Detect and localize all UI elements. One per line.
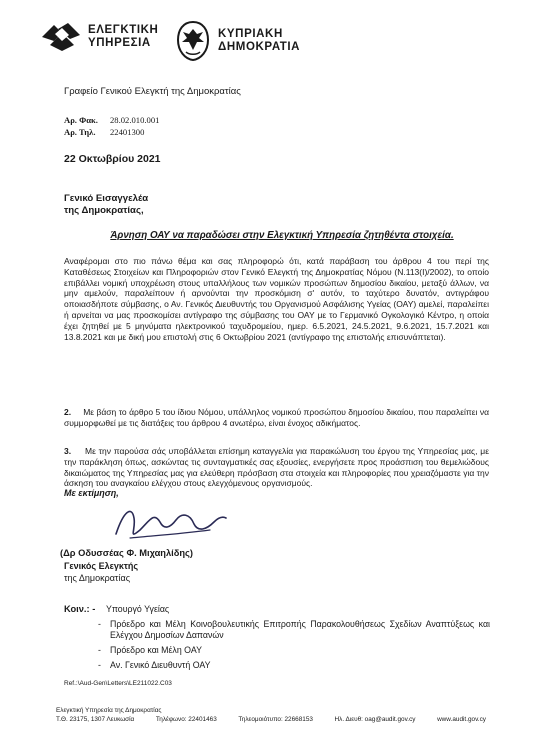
paragraph-1 [64, 256, 489, 342]
cc-item-text: Πρόεδρο και Μέλη Κοινοβουλευτικής Επιτροπής Παρακολουθήσεως Σχεδίων Αναπτύξεως και Ελέγχου Δημοσίων Δαπανών [110, 619, 490, 640]
footer-phone: Τηλέφωνο: 22401463 [155, 716, 217, 723]
cc-item-text: Αν. Γενικό Διευθυντή ΟΑΥ [110, 660, 211, 670]
phone-ref-label: Αρ. Τηλ. [64, 127, 96, 137]
audit-office-letterhead [40, 22, 158, 52]
cc-item-bullet: - [98, 619, 101, 629]
paragraph-1-text: Αναφέρομαι στο πιο πάνω θέμα και σας πληροφορώ ότι, κατά παράβαση του άρθρου 4 του περί της Καταθέσεως Στοιχείων και Πληροφοριών στον Γενικό Ελεγκτή της Δημοκρατίας Νόμου (Ν.113(Ι)/2002), το οποίο επιβάλλει νομική υποχρέωση στους υπαλλήλους των νομικών προσώπων δημοσίου δικαίου, μεταξύ άλλων, να μην αμελούν, παραλείπουν ή αρνούνται την προσκόμιση σ' αυτόν, το ταχύτερο δυνατόν, αντιγράφου οποιασδήποτε σύμβασης, ο Αν. Γενικός Διευθυντής του Οργανισμού Ασφάλισης Υγείας (ΟΑΥ) αμελεί, παραλείπει ή αρνείται να μας προσκομίσει αντίγραφο της σύμβασης του ΟΑΥ με το Γερμανικό Ογκολογικό Κέντρο, η οποία έχει ζητηθεί με 5 μηνύματα ηλεκτρονικού ταχυδρομείου, ημερ. 6.5.2021, 24.5.2021, 9.6.2021, 15.7.2021 και 13.8.2021 και με δική μου επιστολή στις 6 Οκτωβρίου 2021 (αντίγραφο της επιστολής επισυνάπτεται). [64, 256, 489, 342]
cc-list [98, 604, 490, 675]
audit-office-logo-icon [40, 22, 82, 52]
cc-label: Κοιν.: - [64, 604, 96, 614]
closing-salutation: Με εκτίμηση, [64, 488, 119, 498]
handwritten-signature [110, 500, 230, 546]
document-reference-code: Ref.:\Aud-Gen\Letters\LE211022.C03 [64, 680, 172, 687]
cc-item-bullet: - [98, 660, 101, 670]
file-ref-row [64, 115, 159, 125]
cc-item-bullet: - [98, 645, 101, 655]
phone-ref-row [64, 127, 144, 137]
file-ref-label: Αρ. Φακ. [64, 115, 98, 125]
footer-contact-line [56, 715, 486, 724]
cc-item-text: Πρόεδρο και Μέλη ΟΑΥ [110, 645, 202, 655]
signatory-title-line2: της Δημοκρατίας [64, 573, 131, 583]
footer-website: www.audit.gov.cy [437, 716, 486, 723]
footer-address: Τ.Θ. 23175, 1307 Λευκωσία [56, 716, 135, 723]
cc-item-text: Υπουργό Υγείας [106, 604, 170, 614]
paragraph-2 [64, 407, 489, 429]
republic-name-line1: ΚΥΠΡΙΑΚΗ [218, 28, 283, 40]
paragraph-2-number: 2. [64, 407, 72, 417]
footer-email: Ηλ. Διευθ: oag@audit.gov.cy [334, 716, 416, 723]
office-name: Γραφείο Γενικού Ελεγκτή της Δημοκρατίας [64, 86, 241, 97]
addressee-line1: Γενικό Εισαγγελέα [64, 193, 149, 204]
audit-office-name-line1: ΕΛΕΓΚΤΙΚΗ [88, 24, 159, 36]
cc-item [98, 645, 490, 656]
footer-fax: Τηλεομοιότυπο: 22668153 [238, 716, 313, 723]
signatory-name: (Δρ Οδυσσέας Φ. Μιχαηλίδης) [60, 548, 193, 558]
footer-org-name: Ελεγκτική Υπηρεσία της Δημοκρατίας [56, 707, 162, 714]
audit-office-name [88, 24, 158, 50]
audit-office-name-line2: ΥΠΗΡΕΣΙΑ [88, 37, 151, 49]
phone-ref-value: 22401300 [110, 127, 145, 137]
republic-name [218, 28, 300, 54]
republic-letterhead [174, 20, 300, 62]
cc-item-bullet [94, 604, 106, 615]
file-ref-value: 28.02.010.001 [110, 115, 160, 125]
republic-name-line2: ΔΗΜΟΚΡΑΤΙΑ [218, 41, 301, 53]
cc-item [94, 604, 490, 615]
cc-item [98, 619, 490, 641]
addressee-line2: της Δημοκρατίας, [64, 205, 144, 216]
letter-date: 22 Οκτωβρίου 2021 [64, 153, 161, 165]
signatory-title-line1: Γενικός Ελεγκτής [64, 561, 139, 571]
addressee [64, 193, 148, 217]
footer [56, 706, 486, 724]
paragraph-3 [64, 446, 489, 489]
paragraph-2-text: Με βάση το άρθρο 5 του ίδιου Νόμου, υπάλληλος νομικού προσώπου δημοσίου δικαίου, που παραλείπει να συμμορφωθεί με τις διατάξεις του άρθρου 4 ανωτέρω, είναι ένοχος αδικήματος. [64, 407, 490, 428]
subject-line: Άρνηση ΟΑΥ να παραδώσει στην Ελεγκτική Υπηρεσία ζητηθέντα στοιχεία. [110, 230, 454, 241]
paragraph-3-number: 3. [64, 446, 72, 456]
cc-item [98, 660, 490, 671]
cyprus-emblem-icon [174, 20, 212, 62]
paragraph-3-text: Με την παρούσα σάς υποβάλλεται επίσημη καταγγελία για παρακώλυση του έργου της Υπηρεσίας μας, με την παράκληση όπως, ασκώντας τις συνταγματικές σας εξουσίες, ενεργήσετε προς προάσπιση του θεμελιώδους δικαιώματος της Υπηρεσίας μας για ελεύθερη πρόσβαση στα στοιχεία και πληροφορίες που χρειαζόμαστε για την άσκηση του αναγκαίου ελέγχου στους ελεγχόμενους οργανισμούς. [64, 446, 489, 489]
